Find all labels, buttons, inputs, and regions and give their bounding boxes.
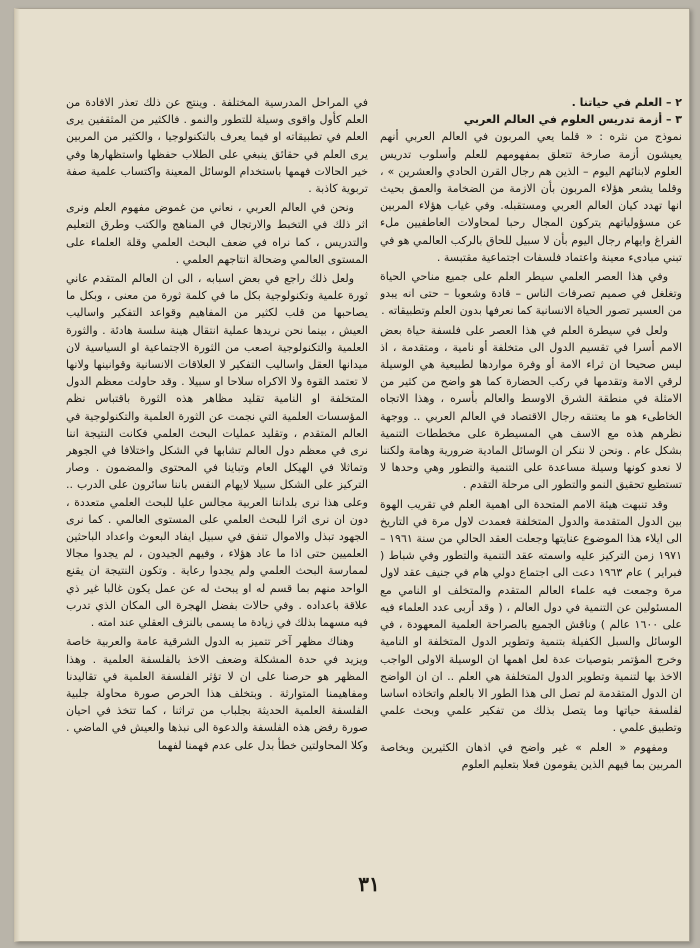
section-heading-science-teaching-crisis: ٣ – أزمة تدريس العلوم في العالم العربي (463, 113, 682, 127)
section-heading-science-in-our-life: ٢ – العلم في حياتنا . (571, 96, 682, 109)
paragraph: في المراحل المدرسية المختلفة . وينتج عن ذلك تعذر الافادة من العلم كأول واقوى وسيلة للتطور والنمو . فالكثير من المثقفين يرى العلم في تطبيقاته او فيما يعرف بالتكنولوجيا ، والكثير من المربين يرى العلم في حقائق ينبغي على الطلاب حفظها واستظهارها وفي خير الحالات فهمها باستخدام الوسائل المعينة واكتساب علمية صفة تربوية كاذبة . (66, 96, 368, 196)
right-column (380, 94, 682, 864)
paragraph: وهناك مظهر آخر تتميز به الدول الشرقية عامة والعربية خاصة ويزيد في حدة المشكلة وضعف الاخذ بالفلسفة العلمية . وهذا المظهر هو حرصنا على ان لا تؤثر الفلسفة العلمية في تقاليدنا ومفاهيمنا المتوارثة . وبتخلف هذا الحرص صورة محاولة جلبية الفلسفة العلمية الحديثة بجلباب من تراثنا ، كما تتخذ في احيان صورة رفض هذه الفلسفة والدعوة الى نبذها والعيش في الماضي . وكلا المحاولتين خطأ بدل على عدم فهمنا لفهما (66, 635, 368, 752)
paragraph: نموذج من نثره : « قلما يعي المربون في العالم العربي أنهم يعيشون أزمة صارخة تتعلق بمفهومهم للعلم وأسلوب تدريس العلوم لابنائهم اليوم – الذين هم رجال القرن الحادي والعشرين » ، وقلما يشعر هؤلاء المربون بأن الازمة من الضخامة والعمق بحيث انها تهدد كيان العالم العربي ومستقبله. وفي غياب هؤلاء المربين عن مسؤولياتهم يتركون المجال رحبا لمحاولات العاطفيين ملء الفراغ وايهام رجال اليوم بأن لا سبيل للحاق بالركب العالمي هو في تبني مبادىء معينة واعتماد فلسفات اجتماعية مقتبسة . (380, 130, 682, 264)
paragraph: وفي هذا العصر العلمي سيطر العلم على جميع مناحي الحياة وتغلغل في صميم تصرفات الناس – قادة وشعوبا – حتى انه يبدو من العسير تصور الحياة الانسانية كما نعرفها بدون العلم وتطبيقاته . (380, 270, 682, 318)
scanned-page (14, 8, 690, 942)
paragraph: ومفهوم « العلم » غير واضح في اذهان الكثيرين وبخاصة المربين بما فيهم الذين يقومون فعلا بتعليم العلوم (380, 740, 682, 771)
page-number: ٣١ (358, 872, 380, 896)
paragraph: ونحن في العالم العربي ، نعاني من غموض مفهوم العلم ونرى اثر ذلك في التخبط والارتجال في المناهج والكتب وطرق التعليم والتدريس ، كما نراه في ضعف البحث العلمي وقلة العلماء على المستوى العالمي وضحالة انتاجهم العلمي . (66, 201, 368, 266)
paragraph: ولعل ذلك راجع في بعض اسبابه ، الى ان العالم المتقدم عاني ثورة علمية وتكنولوجية بكل ما في كلمة ثورة من معنى ، وبكل ما يصاحبها من قلب لكثير من المفاهيم وقواعد التفكير واساليب العيش ، بينما نحن نريدها عملية انتقال هينة سلسة هادئة . والثورة العلمية والتكنولوجية اصعب من الثورة الاجتماعية او السياسية لان ميدانها العقل واساليب التفكير لا العلاقات الانسانية وقوانينها ولانها لا تعتمد القوة ولا الاكراه سلاحا او سبيلا . وقد حاولت معظم الدول المتخلفة او النامية تقليد مظاهر هذه الثورة باقتباس نظم المؤسسات العلمية التي نجمت عن الثورة العلمية والتكنولوجية في العالم المتقدم ، وتقليد عمليات البحث العلمي فكانت النتيجة اننا نرى في معظم دول العالم تشابها في الشكل واختلافا في الجوهر وتماثلا في الهيكل العام وتباينا في المحتوى والمضمون . وصار التركيز على الشكل سبيلا لايهام النفس باننا سائرون على الدرب .. وعلى هذا نرى بلداننا العربية مجالس عليا للبحث العلمي متعددة ، دون ان نرى اثرا للبحث العلمي على المستوى العالمي . كما نرى الجهود تبذل والاموال تنفق في سبيل ايفاد البعوث واعداد الباحثين العلميين حتى اذا ما عاد هؤلاء ، وفيهم الجيدون ، لم يجدوا مجالا لممارسة البحث العلمي ولم يجدوا رعاية . وتكون النتيجة ان يقنع الواحد منهم بما قسم له او يبحث له عن عمل يكون غالبا غير ذي علاقة باعداده . وفي حالات بفضل الهجرة الى المكان الذي تدرب فيه مسهما بذلك في زيادة ما يسمى بالنزف العقلي عند امته . (66, 272, 368, 630)
left-column (66, 94, 368, 864)
paragraph: وقد تنبهت هيئة الامم المتحدة الى اهمية العلم في تقريب الهوة بين الدول المتقدمة والدول المتخلفة فعمدت لاول مرة في التاريخ الى ايلاء هذا الموضوع عنايتها وجعلت العقد الحالي من سنة ١٩٦١ – ١٩٧١ زمن التركيز عليه واسمته عقد التنمية والتطور وفي شباط ( فبراير ) عام ١٩٦٣ دعت الى اجتماع دولي هام في جنيف عقد لاول مرة وجمعت فيه علماء العالم المتقدم والمتخلف او النامي مع المسئولين عن التنمية في دول العالم ، ( وقد أربى عدد العلماء فيه على ١٦٠٠ عالم ) وناقش الجميع بالصراحة العلمية المعهودة ، في الوسائل والسبل الكفيلة بتنمية وتطوير الدول المتخلفة او النامية وخرج المؤتمر بتوصيات عدة لعل اهمها ان الوسيلة الاولى الواجب الاخذ بها لتنمية وتطوير الدول المتخلفة هي العلم .. ان ان الواضح ان الدول المتقدمة لم تصل الى هذا الطور الا بالعلم واتخاذه اساسا لفلسفة حياتها وما يتصل بذلك من تفكير علمي وبحث علمي وتطبيق علمي . (380, 497, 682, 735)
paragraph: ولعل في سيطرة العلم في هذا العصر على فلسفة حياة بعض الامم أسرا في تقسيم الدول الى متخلفة أو نامية ، ومتقدمة ، اذ ليس صحيحا ان ثراء الامة أو وفرة مواردها لطبيعية هي الوسيلة لرقي الامة وتقدمها في ركب الحضارة كما هو واضح من كثير من الامثلة في منطقة الشرق الاوسط والعالم بأسره ، وهذا الاتجاه الخاطىء هو ما يعتنقه رجال الاقتصاد في العالم العربي .. ووجهة نظرهم هذه مع الاسف هي المسيطرة على مخططات التنمية بشكل عام . ونحن لا ننكر ان الوسائل المادية ضرورية وهامة ولكننا لا نعدو كونها وسيلة مساعدة على التنمية والتطور وهي وحدها لا تستطيع تحقيق النمو والتطور الى مرحلة التقدم . (380, 323, 682, 492)
